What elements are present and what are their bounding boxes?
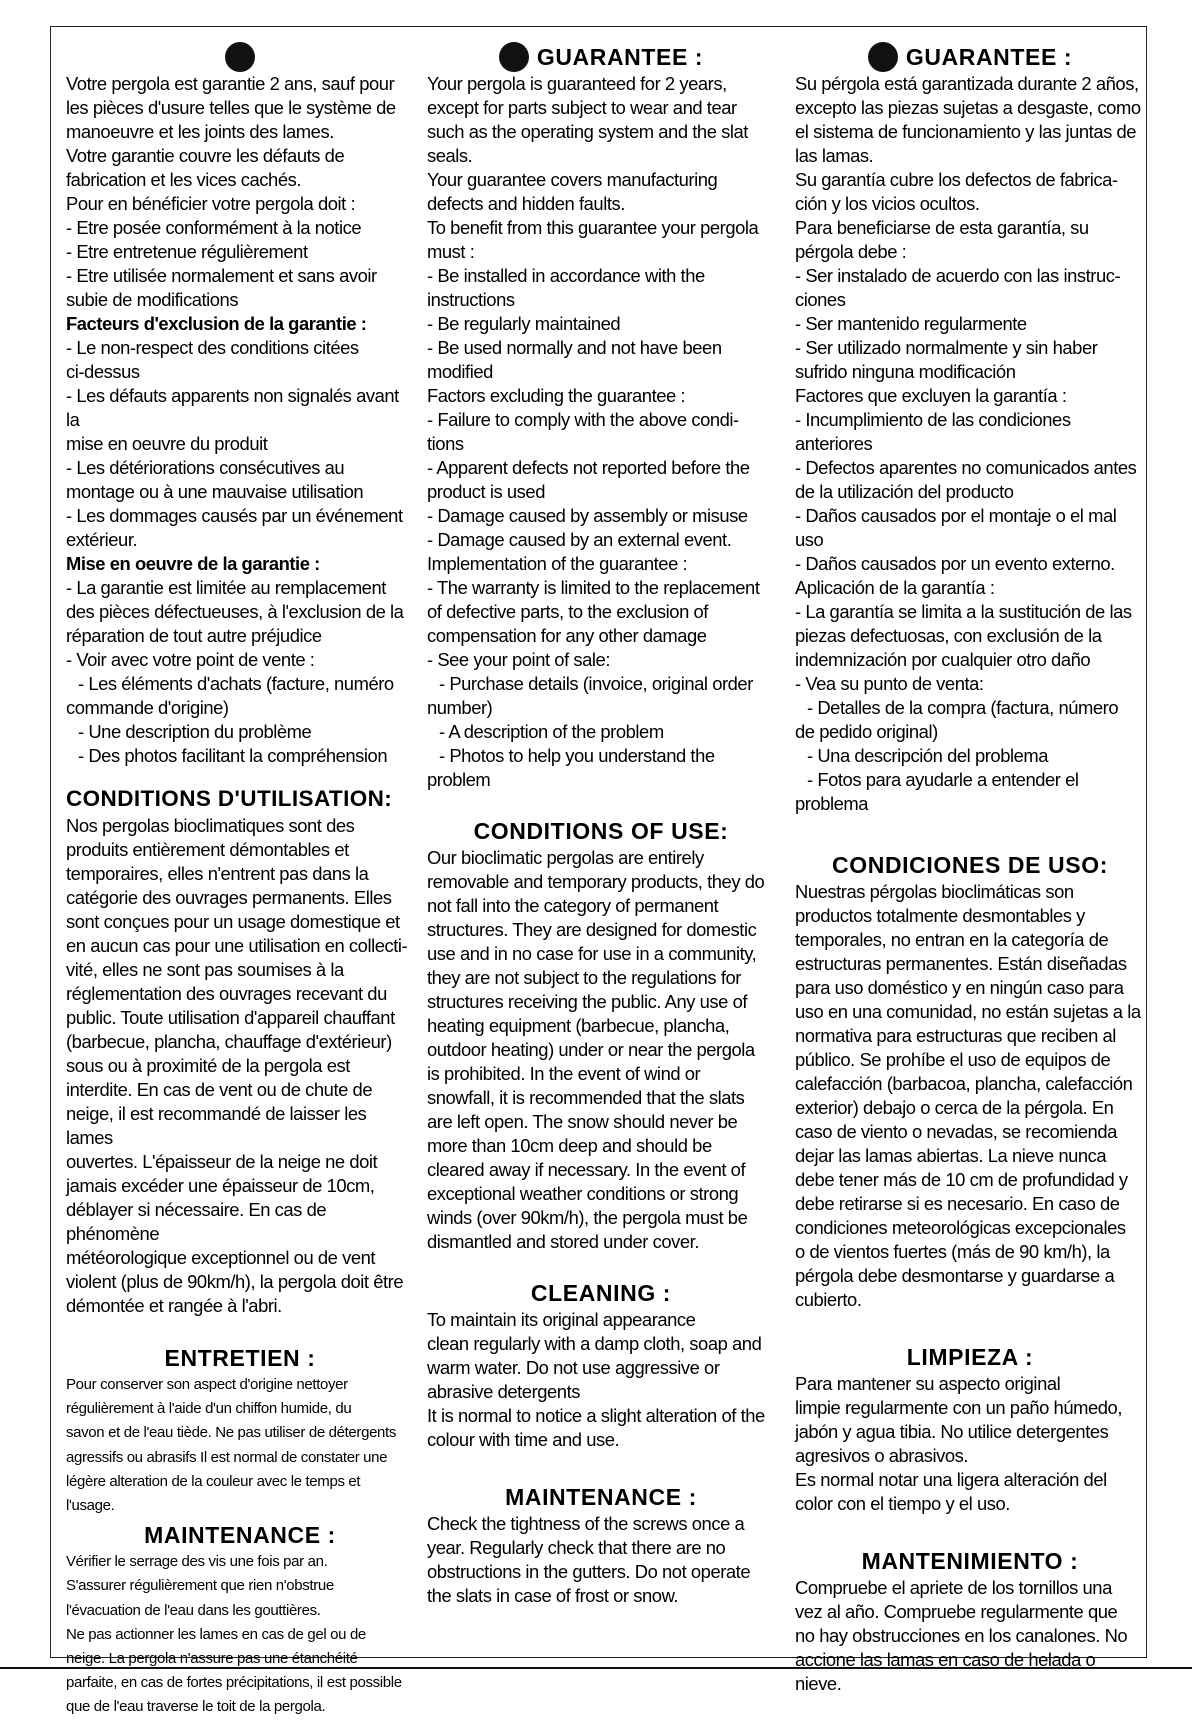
text-line: indemnización por cualquier otro daño <box>795 649 1091 670</box>
es-sale-list <box>795 696 1145 816</box>
en-sale-list <box>427 672 775 792</box>
text-line: - Be installed in accordance with the <box>427 265 705 286</box>
en-conditions-title: CONDITIONS OF USE: <box>473 818 729 844</box>
text-line: extérieur. <box>66 529 138 550</box>
text-line: debe tener más de 10 cm de profundidad y <box>795 1169 1128 1190</box>
french-header <box>66 42 414 72</box>
fr-maintenance-text <box>66 1550 414 1719</box>
text-line: removable and temporary products, they do <box>427 871 765 892</box>
text-line: public. Toute utilisation d'appareil chauffant <box>66 1007 395 1028</box>
french-column <box>66 42 414 1720</box>
text-line: the slats in case of frost or snow. <box>427 1585 679 1606</box>
text-line: violent (plus de 90km/h), la pergola doit être <box>66 1271 404 1292</box>
text-line: (barbecue, plancha, chauffage d'extérieur) <box>66 1031 392 1052</box>
text-line: - Ser utilizado normalmente y sin haber <box>795 337 1098 358</box>
text-line: debe retirarse si es necesario. En caso de <box>795 1193 1120 1214</box>
text-line: montage ou à une mauvaise utilisation <box>66 481 364 502</box>
text-line: S'assurer régulièrement que rien n'obstrue <box>66 1577 334 1595</box>
text-line: use and in no case for use in a community, <box>427 943 757 964</box>
text-line: - Voir avec votre point de vente : <box>66 649 315 670</box>
text-line: légère alteration de la couleur avec le temps et <box>66 1472 361 1490</box>
text-line: limpie regularmente con un paño húmedo, <box>795 1397 1122 1418</box>
text-line: year. Regularly check that there are no <box>427 1537 726 1558</box>
text-line: more than 10cm deep and should be <box>427 1135 712 1156</box>
fr-maintenance-title: MAINTENANCE : <box>144 1522 336 1549</box>
text-line: Aplicación de la garantía : <box>795 577 995 598</box>
text-line: commande d'origine) <box>66 697 229 718</box>
text-line: heating equipment (barbecue, plancha, <box>427 1015 730 1036</box>
text-line: - Le non-respect des conditions citées <box>66 337 359 358</box>
text-line: Your pergola is guaranteed for 2 years, <box>427 73 727 94</box>
text-line: de pedido original) <box>795 721 938 742</box>
text-line: catégorie des ouvrages permanents. Elles <box>66 887 392 908</box>
es-guarantee-text <box>795 72 1145 696</box>
flag-es-icon <box>868 42 898 72</box>
text-line: - Daños causados por el montaje o el mal <box>795 505 1117 526</box>
text-line: warm water. Do not use aggressive or <box>427 1357 720 1378</box>
text-line: las lamas. <box>795 145 874 166</box>
text-line: - Damage caused by assembly or misuse <box>427 505 748 526</box>
en-conditions-text <box>427 846 775 1254</box>
text-line: - Failure to comply with the above condi- <box>427 409 739 430</box>
text-line: ción y los vicios ocultos. <box>795 193 980 214</box>
text-line: - Damage caused by an external event. <box>427 529 732 550</box>
text-line: les pièces d'usure telles que le système de <box>66 97 396 118</box>
text-line: - Detalles de la compra (factura, número <box>807 697 1119 718</box>
text-line: - Daños causados por un evento externo. <box>795 553 1115 574</box>
text-line: subie de modifications <box>66 289 239 310</box>
text-line: agresivos o abrasivos. <box>795 1445 969 1466</box>
text-line: neige. La pergola n'assure pas une étanchéité <box>66 1650 358 1668</box>
text-line: tions <box>427 433 464 454</box>
text-line: product is used <box>427 481 545 502</box>
text-line: structures. They are designed for domestic <box>427 919 757 940</box>
text-line: réglementation des ouvrages recevant du <box>66 983 387 1004</box>
english-header <box>427 42 775 72</box>
text-line: modified <box>427 361 493 382</box>
text-line: defects and hidden faults. <box>427 193 625 214</box>
text-line: exterior) debajo o cerca de la pérgola. En <box>795 1097 1114 1118</box>
text-line: - Be used normally and not have been <box>427 337 722 358</box>
text-line: - Les défauts apparents non signalés avant la <box>66 385 399 430</box>
text-line: jamais excéder une épaisseur de 10cm, <box>66 1175 375 1196</box>
text-line: Compruebe el apriete de los tornillos una <box>795 1577 1112 1598</box>
text-line: réparation de tout autre préjudice <box>66 625 322 646</box>
text-line: Implementation of the guarantee : <box>427 553 688 574</box>
text-line: para uso doméstico y en ningún caso para <box>795 977 1124 998</box>
fr-cleaning-text <box>66 1373 414 1518</box>
text-line: calefacción (barbacoa, plancha, calefacción <box>795 1073 1133 1094</box>
text-line: que de l'eau traverse le toit de la pergola. <box>66 1698 326 1716</box>
text-line: - Vea su punto de venta: <box>795 673 984 694</box>
text-line: Votre pergola est garantie 2 ans, sauf pour <box>66 73 395 94</box>
text-line: - Etre entretenue régulièrement <box>66 241 308 262</box>
text-line: uso <box>795 529 824 550</box>
text-line: not fall into the category of permanent <box>427 895 719 916</box>
en-guarantee-text <box>427 72 775 672</box>
text-line: o de vientos fuertes (más de 90 km/h), la <box>795 1241 1110 1262</box>
text-line: they are not subject to the regulations for <box>427 967 741 988</box>
text-line: démontée et rangée à l'abri. <box>66 1295 282 1316</box>
text-line: exceptional weather conditions or strong <box>427 1183 739 1204</box>
text-line: anteriores <box>795 433 873 454</box>
text-line: obstructions in the gutters. Do not operate <box>427 1561 751 1582</box>
text-line: - See your point of sale: <box>427 649 610 670</box>
text-line: cleared away if necessary. In the event of <box>427 1159 746 1180</box>
text-line: Ne pas actionner les lames en cas de gel ou de <box>66 1625 366 1643</box>
text-line: - Incumplimiento de las condiciones <box>795 409 1071 430</box>
text-line: excepto las piezas sujetas a desgaste, como <box>795 97 1141 118</box>
text-line: ci-dessus <box>66 361 140 382</box>
text-line: ouvertes. L'épaisseur de la neige ne doit <box>66 1151 378 1172</box>
text-line: - Ser mantenido regularmente <box>795 313 1027 334</box>
fr-guarantee-text <box>66 72 414 312</box>
text-line: outdoor heating) under or near the pergola <box>427 1039 755 1060</box>
text-line: - Les dommages causés par un événement <box>66 505 403 526</box>
flag-en-icon <box>499 42 529 72</box>
text-line: vez al año. Compruebe regularmente que <box>795 1601 1118 1622</box>
es-cleaning-text <box>795 1372 1145 1516</box>
text-line: - Etre utilisée normalement et sans avoir <box>66 265 377 286</box>
text-line: dejar las lamas abiertas. La nieve nunca <box>795 1145 1107 1166</box>
text-line: Pour en bénéficier votre pergola doit : <box>66 193 356 214</box>
en-maintenance-text <box>427 1512 775 1608</box>
fr-cleaning-title: ENTRETIEN : <box>164 1345 316 1371</box>
text-line: Factors excluding the guarantee : <box>427 385 686 406</box>
text-line: Pour conserver son aspect d'origine nettoyer <box>66 1376 348 1393</box>
en-maintenance-title: MAINTENANCE : <box>505 1484 697 1510</box>
flag-fr-icon <box>225 42 255 72</box>
text-line: Es normal notar una ligera alteración del <box>795 1469 1107 1490</box>
text-line: en aucun cas pour une utilisation en collecti- <box>66 935 408 956</box>
text-line: Your guarantee covers manufacturing <box>427 169 718 190</box>
spanish-column <box>795 42 1145 1696</box>
text-line: except for parts subject to wear and tear <box>427 97 737 118</box>
text-line: of defective parts, to the exclusion of <box>427 601 708 622</box>
text-line: is prohibited. In the event of wind or <box>427 1063 701 1084</box>
fr-exclusion-heading: Facteurs d'exclusion de la garantie : <box>66 313 367 334</box>
text-line: - Les éléments d'achats (facture, numéro <box>78 673 394 694</box>
text-line: produits entièrement démontables et <box>66 839 349 860</box>
text-line: l'usage. <box>66 1497 115 1515</box>
en-guarantee-title: GUARANTEE : <box>536 44 704 70</box>
text-line: snowfall, it is recommended that the slats <box>427 1087 745 1108</box>
fr-implementation-heading: Mise en oeuvre de la garantie : <box>66 553 320 574</box>
text-line: piezas defectuosas, con exclusión de la <box>795 625 1102 646</box>
text-line: fabrication et les vices cachés. <box>66 169 302 190</box>
text-line: sous ou à proximité de la pergola est <box>66 1055 350 1076</box>
text-line: must : <box>427 241 475 262</box>
text-line: Our bioclimatic pergolas are entirely <box>427 847 704 868</box>
es-conditions-text <box>795 880 1145 1312</box>
text-line: seals. <box>427 145 473 166</box>
text-line: - Apparent defects not reported before the <box>427 457 750 478</box>
text-line: compensation for any other damage <box>427 625 707 646</box>
text-line: instructions <box>427 289 515 310</box>
fr-exclusion-text <box>66 336 414 552</box>
text-line: - The warranty is limited to the replacement <box>427 577 760 598</box>
text-line: problem <box>427 769 491 790</box>
text-line: agressifs ou abrasifs Il est normal de constater une <box>66 1448 388 1466</box>
spanish-header <box>795 42 1145 72</box>
es-guarantee-title: GUARANTEE : <box>905 44 1073 70</box>
text-line: Check the tightness of the screws once a <box>427 1513 745 1534</box>
text-line: sont conçues pour un usage domestique et <box>66 911 400 932</box>
text-line: pérgola debe : <box>795 241 907 262</box>
text-line: temporales, no entran en la categoría de <box>795 929 1109 950</box>
text-line: It is normal to notice a slight alteration of the <box>427 1405 765 1426</box>
text-line: such as the operating system and the slat <box>427 121 748 142</box>
text-line: Su garantía cubre los defectos de fabrica- <box>795 169 1118 190</box>
text-line: Para mantener su aspecto original <box>795 1373 1061 1394</box>
es-maintenance-text <box>795 1576 1145 1696</box>
fr-implementation-text <box>66 576 414 672</box>
text-line: régulièrement à l'aide d'un chiffon humide, du <box>66 1400 352 1418</box>
text-line: - Des photos facilitant la compréhension <box>78 745 388 766</box>
text-line: To maintain its original appearance <box>427 1309 696 1330</box>
english-column <box>427 42 775 1608</box>
text-line: - Be regularly maintained <box>427 313 621 334</box>
text-line: interdite. En cas de vent ou de chute de <box>66 1079 373 1100</box>
text-line: - Les détériorations consécutives au <box>66 457 345 478</box>
text-line: savon et de l'eau tiède. Ne pas utiliser de détergents <box>66 1424 397 1442</box>
text-line: accione las lamas en caso de helada o nieve. <box>795 1649 1096 1694</box>
text-line: - Une description du problème <box>78 721 312 742</box>
text-line: number) <box>427 697 493 718</box>
text-line: - La garantie est limitée au remplacement <box>66 577 386 598</box>
text-line: el sistema de funcionamiento y las juntas de <box>795 121 1137 142</box>
text-line: normativa para estructuras que reciben al <box>795 1025 1116 1046</box>
text-line: - A description of the problem <box>439 721 664 742</box>
text-line: - Fotos para ayudarle a entender el <box>807 769 1079 790</box>
text-line: clean regularly with a damp cloth, soap and <box>427 1333 762 1354</box>
text-line: vité, elles ne sont pas soumises à la <box>66 959 344 980</box>
en-cleaning-title: CLEANING : <box>530 1280 672 1306</box>
fr-sale-list <box>66 672 414 768</box>
text-line: météorologique exceptionnel ou de vent <box>66 1247 376 1268</box>
text-line: Factores que excluyen la garantía : <box>795 385 1067 406</box>
text-line: - Photos to help you understand the <box>439 745 715 766</box>
text-line: parfaite, en cas de fortes précipitations, il est possible <box>66 1674 402 1692</box>
text-line: Nuestras pérgolas bioclimáticas son <box>795 881 1074 902</box>
text-line: - Una descripción del problema <box>807 745 1049 766</box>
text-line: no hay obstrucciones en los canalones. No <box>795 1625 1128 1646</box>
text-line: Su pérgola está garantizada durante 2 años, <box>795 73 1139 94</box>
text-line: jabón y agua tibia. No utilice detergentes <box>795 1421 1109 1442</box>
text-line: des pièces défectueuses, à l'exclusion de la <box>66 601 404 622</box>
text-line: Nos pergolas bioclimatiques sont des <box>66 815 355 836</box>
text-line: To benefit from this guarantee your pergola <box>427 217 759 238</box>
es-conditions-title: CONDICIONES DE USO: <box>832 852 1108 878</box>
text-line: Vérifier le serrage des vis une fois par an. <box>66 1553 328 1571</box>
text-line: de la utilización del producto <box>795 481 1014 502</box>
text-line: mise en oeuvre du produit <box>66 433 268 454</box>
text-line: color con el tiempo y el uso. <box>795 1493 1010 1514</box>
text-line: - La garantía se limita a la sustitución de las <box>795 601 1132 622</box>
text-line: neige, il est recommandé de laisser les lames <box>66 1103 367 1148</box>
text-line: caso de viento o nevadas, se recomienda <box>795 1121 1117 1142</box>
text-line: condiciones meteorológicas excepcionales <box>795 1217 1126 1238</box>
text-line: estructuras permanentes. Están diseñadas <box>795 953 1127 974</box>
text-line: ciones <box>795 289 846 310</box>
fr-conditions-title: CONDITIONS D'UTILISATION: <box>66 786 393 811</box>
text-line: are left open. The snow should never be <box>427 1111 738 1132</box>
text-line: Votre garantie couvre les défauts de <box>66 145 345 166</box>
text-line: uso en una comunidad, no están sujetas a la <box>795 1001 1141 1022</box>
text-line: structures receiving the public. Any use of <box>427 991 748 1012</box>
text-line: temporaires, elles n'entrent pas dans la <box>66 863 369 884</box>
es-maintenance-title: MANTENIMIENTO : <box>861 1548 1079 1574</box>
fr-conditions-text <box>66 814 414 1318</box>
text-line: colour with time and use. <box>427 1429 620 1450</box>
text-line: pérgola debe desmontarse y guardarse a <box>795 1265 1115 1286</box>
text-line: cubierto. <box>795 1289 862 1310</box>
text-line: dismantled and stored under cover. <box>427 1231 699 1252</box>
text-line: - Defectos aparentes no comunicados antes <box>795 457 1137 478</box>
text-line: productos totalmente desmontables y <box>795 905 1085 926</box>
es-cleaning-title: LIMPIEZA : <box>906 1344 1034 1370</box>
text-line: winds (over 90km/h), the pergola must be <box>427 1207 748 1228</box>
text-line: público. Se prohíbe el uso de equipos de <box>795 1049 1111 1070</box>
text-line: manoeuvre et les joints des lames. <box>66 121 334 142</box>
text-line: - Purchase details (invoice, original order <box>439 673 753 694</box>
text-line: abrasive detergents <box>427 1381 580 1402</box>
text-line: sufrido ninguna modificación <box>795 361 1016 382</box>
text-line: problema <box>795 793 869 814</box>
text-line: - Etre posée conformément à la notice <box>66 217 362 238</box>
text-line: déblayer si nécessaire. En cas de phénomène <box>66 1199 327 1244</box>
en-cleaning-text <box>427 1308 775 1452</box>
text-line: - Ser instalado de acuerdo con las instruc- <box>795 265 1121 286</box>
text-line: l'évacuation de l'eau dans les gouttières. <box>66 1601 321 1619</box>
text-line: Para beneficiarse de esta garantía, su <box>795 217 1089 238</box>
